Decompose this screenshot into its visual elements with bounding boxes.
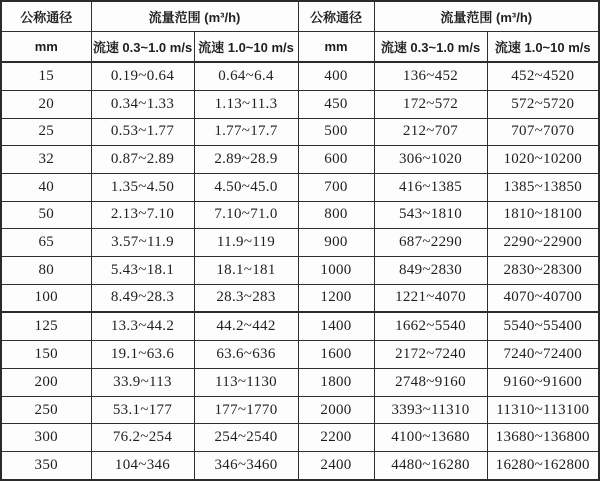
cell-diameter: 400 [298, 62, 374, 90]
cell-flow-low: 53.1~177 [91, 396, 194, 424]
cell-flow-high: 7.10~71.0 [194, 201, 298, 229]
table-body [1, 62, 599, 480]
cell-flow-high: 63.6~636 [194, 341, 298, 369]
cell-diameter: 50 [1, 201, 91, 229]
table-row [1, 256, 599, 284]
cell-diameter: 500 [298, 118, 374, 146]
cell-flow-low: 212~707 [374, 118, 487, 146]
header-row-main [1, 1, 599, 32]
cell-diameter: 20 [1, 90, 91, 118]
cell-diameter: 1400 [298, 312, 374, 340]
cell-diameter: 1800 [298, 369, 374, 397]
table-row [1, 229, 599, 257]
cell-diameter: 300 [1, 424, 91, 452]
cell-diameter: 250 [1, 396, 91, 424]
cell-flow-high: 1385~13850 [487, 173, 599, 201]
table-row [1, 424, 599, 452]
cell-diameter: 1000 [298, 256, 374, 284]
header-row-sub [1, 32, 599, 63]
cell-flow-low: 136~452 [374, 62, 487, 90]
cell-flow-high: 452~4520 [487, 62, 599, 90]
cell-diameter: 700 [298, 173, 374, 201]
cell-flow-high: 18.1~181 [194, 256, 298, 284]
cell-diameter: 800 [298, 201, 374, 229]
cell-flow-low: 0.87~2.89 [91, 146, 194, 174]
cell-flow-high: 9160~91600 [487, 369, 599, 397]
cell-diameter: 40 [1, 173, 91, 201]
cell-diameter: 350 [1, 451, 91, 480]
cell-diameter: 150 [1, 341, 91, 369]
velocity-high-header-right: 流速 1.0~10 m/s [487, 32, 599, 63]
cell-diameter: 900 [298, 229, 374, 257]
cell-diameter: 25 [1, 118, 91, 146]
diameter-unit-left: mm [1, 32, 91, 63]
cell-flow-low: 4480~16280 [374, 451, 487, 480]
table-row [1, 341, 599, 369]
cell-flow-high: 13680~136800 [487, 424, 599, 452]
cell-diameter: 2200 [298, 424, 374, 452]
cell-flow-high: 177~1770 [194, 396, 298, 424]
cell-flow-high: 4.50~45.0 [194, 173, 298, 201]
cell-flow-low: 76.2~254 [91, 424, 194, 452]
cell-flow-high: 346~3460 [194, 451, 298, 480]
cell-diameter: 2400 [298, 451, 374, 480]
cell-flow-low: 1.35~4.50 [91, 173, 194, 201]
cell-flow-high: 44.2~442 [194, 312, 298, 340]
cell-flow-low: 543~1810 [374, 201, 487, 229]
cell-flow-high: 7240~72400 [487, 341, 599, 369]
cell-flow-low: 19.1~63.6 [91, 341, 194, 369]
cell-flow-low: 2748~9160 [374, 369, 487, 397]
cell-flow-low: 2172~7240 [374, 341, 487, 369]
cell-diameter: 600 [298, 146, 374, 174]
cell-flow-high: 2.89~28.9 [194, 146, 298, 174]
cell-flow-low: 0.34~1.33 [91, 90, 194, 118]
cell-flow-low: 849~2830 [374, 256, 487, 284]
cell-flow-low: 306~1020 [374, 146, 487, 174]
cell-flow-high: 28.3~283 [194, 284, 298, 312]
cell-flow-high: 11.9~119 [194, 229, 298, 257]
cell-flow-high: 1.77~17.7 [194, 118, 298, 146]
cell-diameter: 200 [1, 369, 91, 397]
cell-flow-low: 0.53~1.77 [91, 118, 194, 146]
cell-flow-high: 1020~10200 [487, 146, 599, 174]
cell-flow-high: 572~5720 [487, 90, 599, 118]
cell-diameter: 32 [1, 146, 91, 174]
table-row [1, 312, 599, 340]
cell-flow-low: 5.43~18.1 [91, 256, 194, 284]
cell-diameter: 15 [1, 62, 91, 90]
cell-flow-high: 16280~162800 [487, 451, 599, 480]
cell-flow-low: 3.57~11.9 [91, 229, 194, 257]
flow-range-header-left: 流量范围 (m³/h) [91, 1, 298, 32]
table-row [1, 396, 599, 424]
cell-flow-low: 687~2290 [374, 229, 487, 257]
cell-flow-high: 2290~22900 [487, 229, 599, 257]
cell-diameter: 2000 [298, 396, 374, 424]
cell-flow-low: 4100~13680 [374, 424, 487, 452]
cell-diameter: 80 [1, 256, 91, 284]
cell-diameter: 1200 [298, 284, 374, 312]
cell-flow-low: 13.3~44.2 [91, 312, 194, 340]
table-row [1, 201, 599, 229]
cell-flow-high: 113~1130 [194, 369, 298, 397]
cell-diameter: 450 [298, 90, 374, 118]
velocity-high-header-left: 流速 1.0~10 m/s [194, 32, 298, 63]
table-row [1, 62, 599, 90]
diameter-header-right: 公称通径 [298, 1, 374, 32]
table-row [1, 369, 599, 397]
cell-flow-high: 1810~18100 [487, 201, 599, 229]
cell-flow-low: 104~346 [91, 451, 194, 480]
cell-diameter: 65 [1, 229, 91, 257]
table-row [1, 284, 599, 312]
table-row [1, 146, 599, 174]
cell-flow-high: 5540~55400 [487, 312, 599, 340]
table-row [1, 90, 599, 118]
cell-flow-high: 0.64~6.4 [194, 62, 298, 90]
diameter-unit-right: mm [298, 32, 374, 63]
cell-diameter: 1600 [298, 341, 374, 369]
cell-flow-low: 1221~4070 [374, 284, 487, 312]
table-row [1, 173, 599, 201]
cell-flow-low: 3393~11310 [374, 396, 487, 424]
velocity-low-header-left: 流速 0.3~1.0 m/s [91, 32, 194, 63]
cell-flow-low: 0.19~0.64 [91, 62, 194, 90]
cell-flow-high: 2830~28300 [487, 256, 599, 284]
cell-flow-high: 4070~40700 [487, 284, 599, 312]
cell-flow-high: 1.13~11.3 [194, 90, 298, 118]
table-row [1, 118, 599, 146]
cell-flow-low: 33.9~113 [91, 369, 194, 397]
cell-flow-high: 11310~113100 [487, 396, 599, 424]
flow-range-header-right: 流量范围 (m³/h) [374, 1, 599, 32]
velocity-low-header-right: 流速 0.3~1.0 m/s [374, 32, 487, 63]
cell-diameter: 100 [1, 284, 91, 312]
diameter-header-left: 公称通径 [1, 1, 91, 32]
cell-flow-low: 172~572 [374, 90, 487, 118]
cell-flow-low: 2.13~7.10 [91, 201, 194, 229]
cell-flow-high: 254~2540 [194, 424, 298, 452]
table-row [1, 451, 599, 480]
cell-flow-low: 8.49~28.3 [91, 284, 194, 312]
cell-flow-low: 416~1385 [374, 173, 487, 201]
cell-diameter: 125 [1, 312, 91, 340]
cell-flow-low: 1662~5540 [374, 312, 487, 340]
cell-flow-high: 707~7070 [487, 118, 599, 146]
